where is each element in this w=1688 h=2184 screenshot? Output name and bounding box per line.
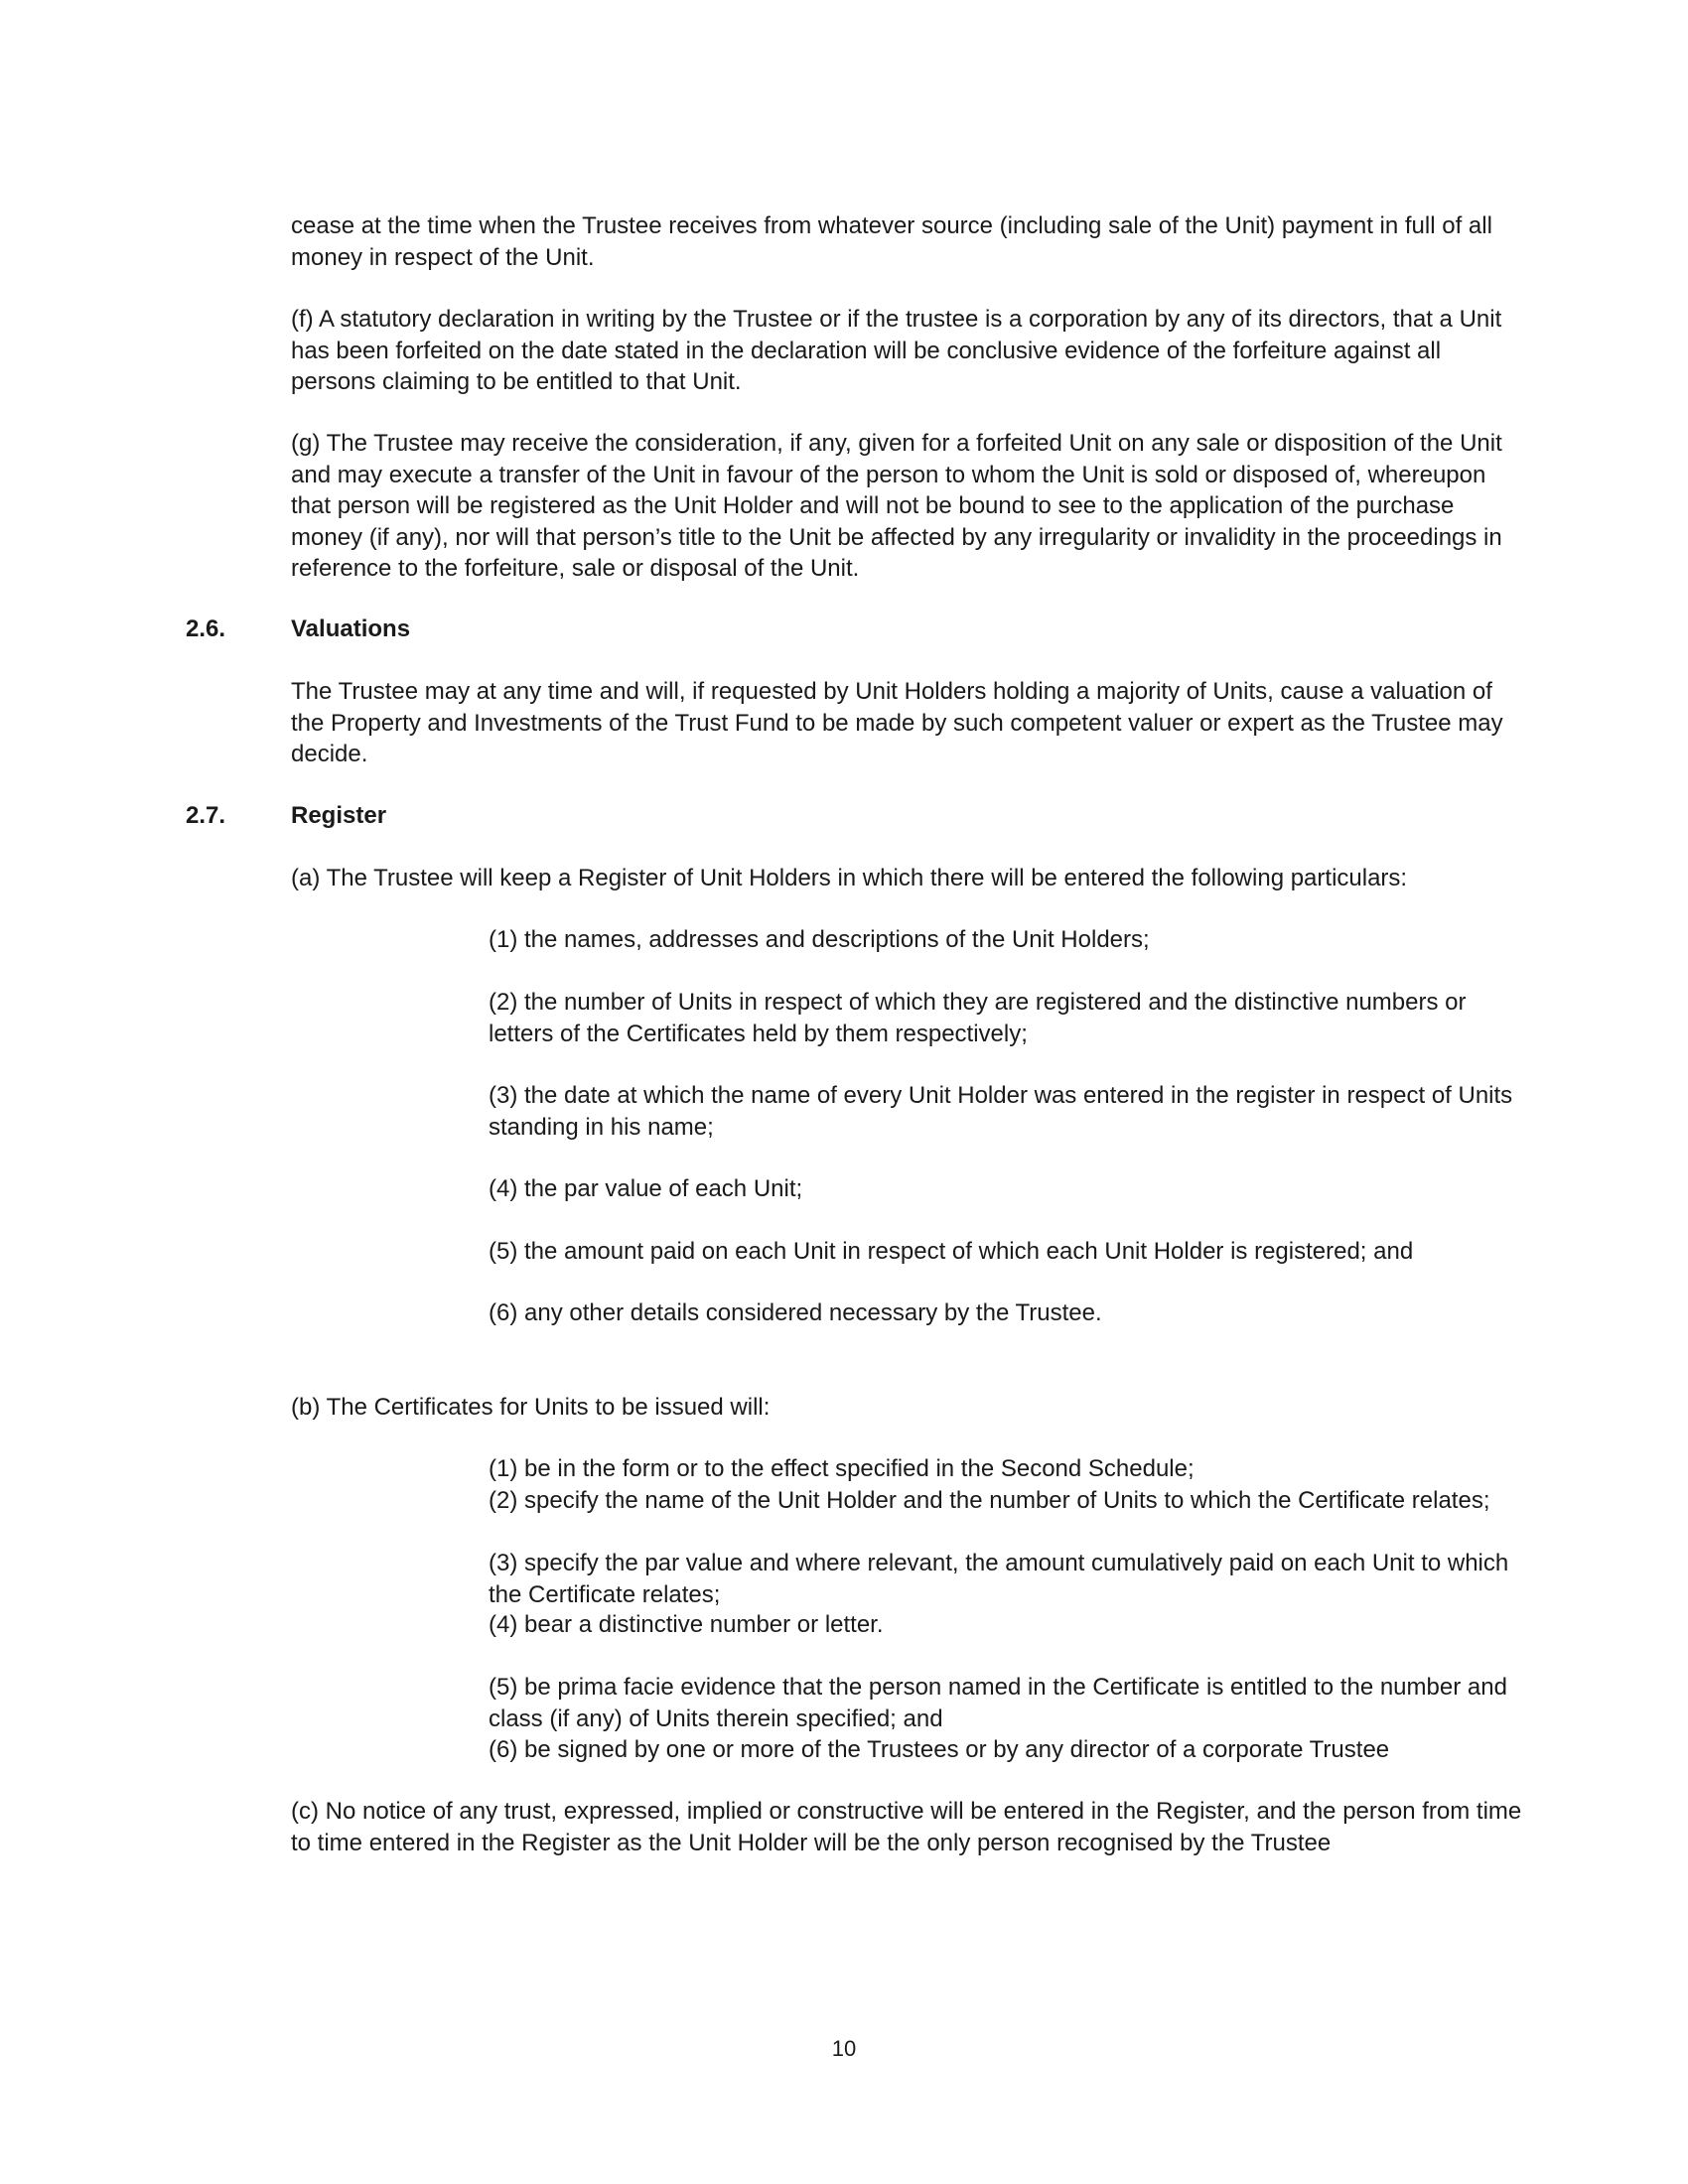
section-2-6-body: The Trustee may at any time and will, if requested by Unit Holders holding a majority of Units, cause a valuation of the Property and Investments of the Trust Fund to be made by such competent valuer or expert as the Trustee may decide. bbox=[291, 678, 1503, 767]
list-item-b3: (3) specify the par value and where relevant, the amount cumulatively paid on each Unit to which the Certificate relates; bbox=[489, 1550, 1509, 1608]
list-item-a1: (1) the names, addresses and descriptions of the Unit Holders; bbox=[489, 926, 1150, 953]
paragraph-cease: cease at the time when the Trustee receives from whatever source (including sale of the Unit) payment in full of all money in respect of the Unit. bbox=[291, 212, 1492, 271]
list-item-b6: (6) be signed by one or more of the Trustees or by any director of a corporate Trustee bbox=[489, 1736, 1390, 1763]
list-item-b2: (2) specify the name of the Unit Holder and the number of Units to which the Certificate relates; bbox=[489, 1487, 1490, 1514]
section-2-7-title: Register bbox=[291, 802, 387, 829]
list-item-a5: (5) the amount paid on each Unit in respect of which each Unit Holder is registered; and bbox=[489, 1238, 1414, 1265]
section-2-7-number: 2.7. bbox=[186, 802, 226, 829]
section-2-6-title: Valuations bbox=[291, 615, 411, 642]
list-item-b4: (4) bear a distinctive number or letter. bbox=[489, 1611, 884, 1638]
list-item-a4: (4) the par value of each Unit; bbox=[489, 1175, 803, 1202]
list-item-b1: (1) be in the form or to the effect specified in the Second Schedule; bbox=[489, 1455, 1195, 1482]
paragraph-c: (c) No notice of any trust, expressed, implied or constructive will be entered in the Register, and the person from time to time entered in the Register as the Unit Holder will be the only person recognised by the Trustee bbox=[291, 1798, 1522, 1856]
paragraph-g: (g) The Trustee may receive the consideration, if any, given for a forfeited Unit on any sale or disposition of the Unit and may execute a transfer of the Unit in favour of the person to whom the Unit is sold or disposed of, whereupon that person will be registered as the Unit Holder and will not be bound to see to the application of the purchase money (if any), nor will that person’s title to the Unit be affected by any irregularity or invalidity in the proceedings in reference to the forfeiture, sale or disposal of the Unit. bbox=[291, 430, 1502, 582]
paragraph-b: (b) The Certificates for Units to be issued will: bbox=[291, 1394, 771, 1421]
list-item-b5: (5) be prima facie evidence that the person named in the Certificate is entitled to the number and class (if any) of Units therein specified; and bbox=[489, 1674, 1507, 1732]
list-item-a6: (6) any other details considered necessary by the Trustee. bbox=[489, 1299, 1102, 1326]
page-number: 10 bbox=[831, 2036, 857, 2061]
list-item-a3: (3) the date at which the name of every Unit Holder was entered in the register in respect of Units standing in his name; bbox=[489, 1082, 1513, 1141]
section-2-6-number: 2.6. bbox=[186, 615, 226, 642]
paragraph-f: (f) A statutory declaration in writing by the Trustee or if the trustee is a corporation by any of its directors, that a Unit has been forfeited on the date stated in the declaration will be conclusive evidence of the forfeiture against all persons claiming to be entitled to that Unit. bbox=[291, 306, 1502, 395]
paragraph-a: (a) The Trustee will keep a Register of Unit Holders in which there will be entered the following particulars: bbox=[291, 865, 1408, 891]
list-item-a2: (2) the number of Units in respect of which they are registered and the distinctive numbers or letters of the Certificates held by them respectively; bbox=[489, 989, 1467, 1047]
